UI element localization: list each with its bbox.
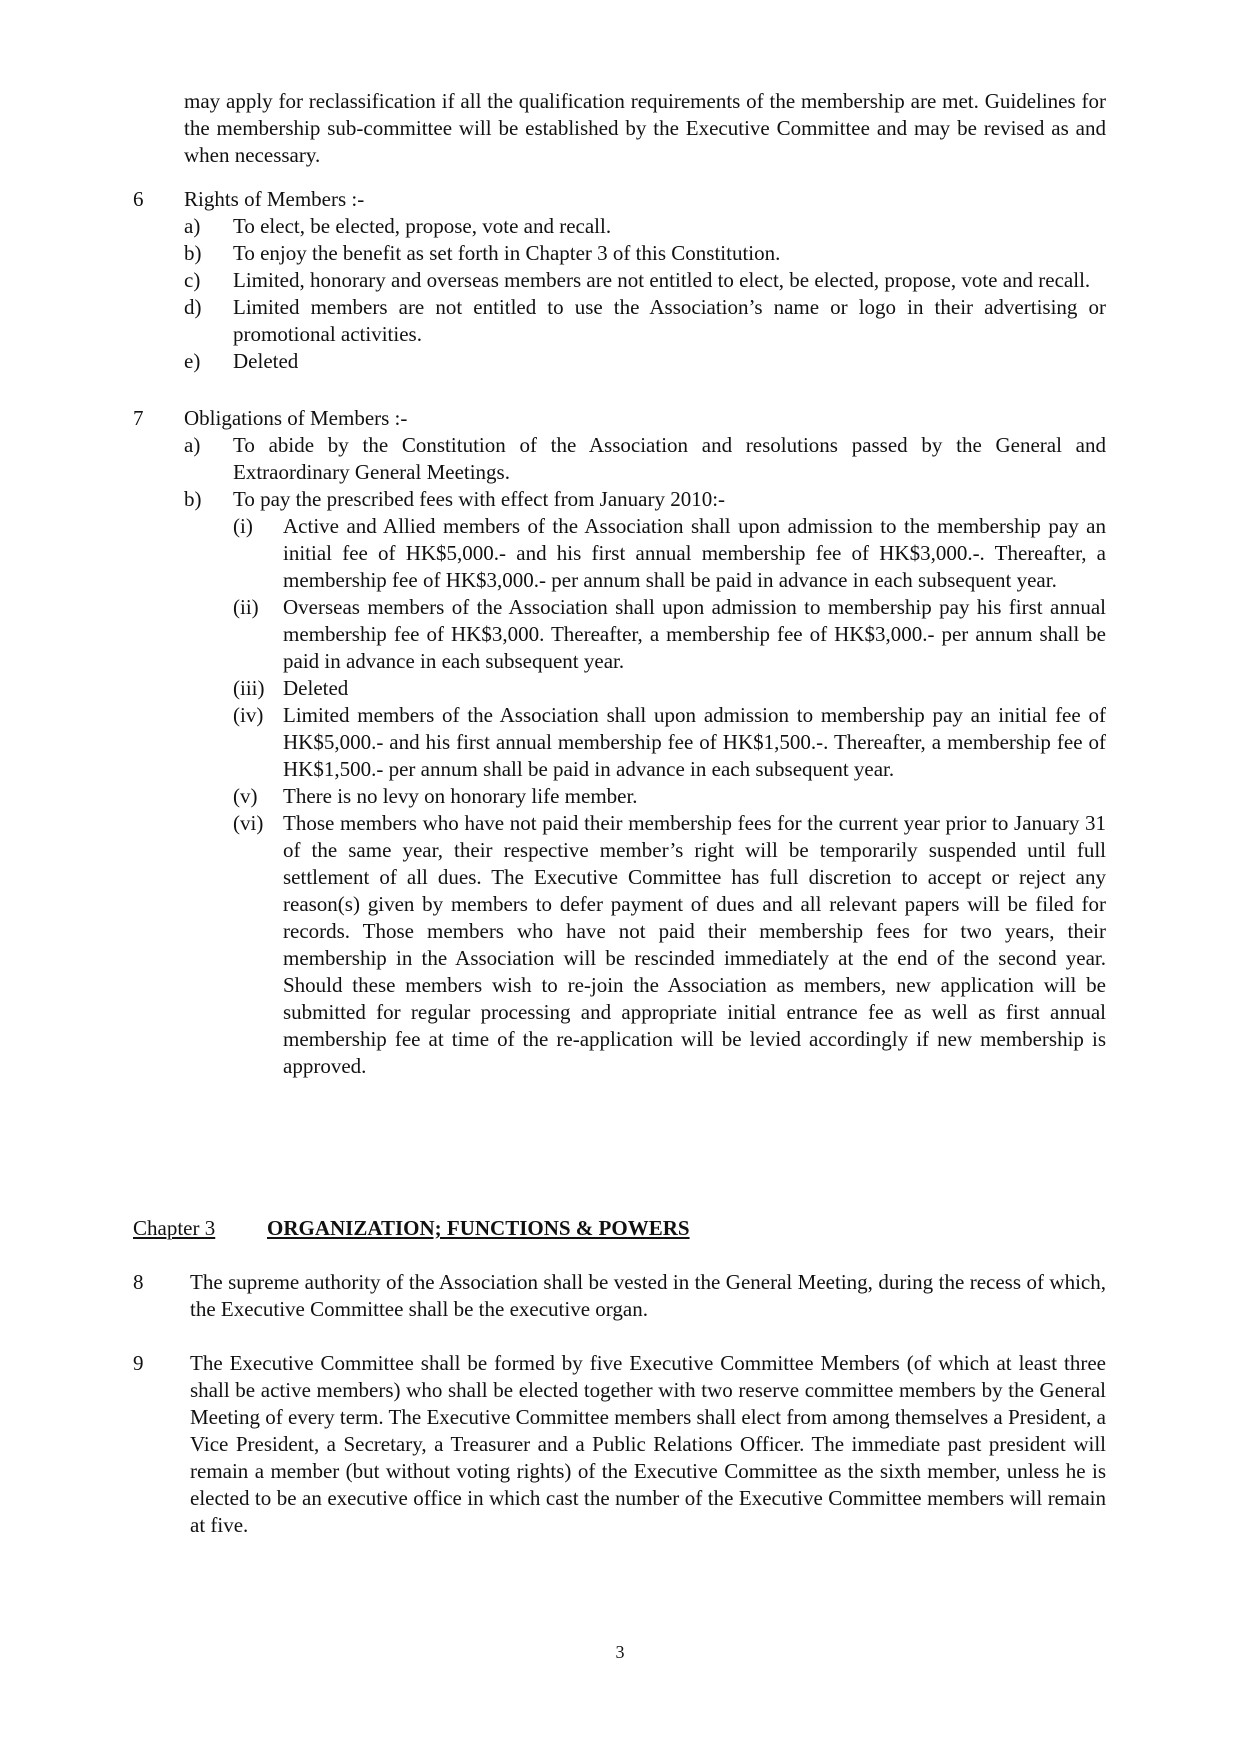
section-7 [133,405,1106,1080]
sub-list-item: (iv) Limited members of the Association shall upon admission to membership pay an initial fee of HK$5,000.- and his first annual membership fee of HK$1,500.-. Thereafter, a membership fee of HK$1,500.- per annum shall be paid in advance in each subsequent year. [233,703,1106,781]
section-6 [133,186,1106,375]
section-heading: Rights of Members :- [184,187,365,211]
intro-paragraph: may apply for reclassification if all the qualification requirements of the membership are met. Guidelines for the membership sub-committee will be established by the Executive Committee and may be revised as and when necessary. [184,89,1106,167]
list-item: a) To elect, be elected, propose, vote and recall. [184,214,612,238]
chapter-title: ORGANIZATION; FUNCTIONS & POWERS [267,1216,690,1240]
list-item: d) Limited members are not entitled to use the Association’s name or logo in their advertising or promotional activities. [184,295,1106,346]
section-text: The supreme authority of the Association shall be vested in the General Meeting, during the recess of which, the Executive Committee shall be the executive organ. [190,1270,1106,1321]
list-item: e) Deleted [184,349,299,373]
list-item: b) To enjoy the benefit as set forth in Chapter 3 of this Constitution. [184,241,781,265]
section-6-heading-row [133,186,1106,213]
list-item: a) To abide by the Constitution of the Association and resolutions passed by the General and Extraordinary General Meetings. [184,433,1106,484]
section-9 [133,1350,1106,1539]
list-item: b) To pay the prescribed fees with effect from January 2010:- [184,487,726,511]
chapter-heading [133,1215,1106,1242]
sub-list-item: (iii) Deleted [233,676,349,700]
sub-list-item: (i) Active and Allied members of the Association shall upon admission to the membership pay an initial fee of HK$5,000.- and his first annual membership fee of HK$3,000.-. Thereafter, a membership fee of HK$3,000.- per annum shall be paid in advance in each subsequent year. [233,514,1106,592]
list-item: c) Limited, honorary and overseas members are not entitled to elect, be elected, propose, vote and recall. [184,268,1091,292]
sub-list-item: (v) There is no levy on honorary life member. [233,784,638,808]
section-number: 8 [133,1270,144,1294]
section-number: 6 [133,187,144,211]
section-text: The Executive Committee shall be formed by five Executive Committee Members (of which at least three shall be active members) who shall be elected together with two reserve committee members by the General Meeting of every term. The Executive Committee members shall elect from among themselves a President, a Vice President, a Secretary, a Treasurer and a Public Relations Officer. The immediate past president will remain a member (but without voting rights) of the Executive Committee as the sixth member, unless he is elected to be an executive office in which cast the number of the Executive Committee members will remain at five. [190,1351,1106,1537]
page-number: 3 [615,1642,625,1662]
sub-list-item: (vi) Those members who have not paid their membership fees for the current year prior to January 31 of the same year, their respective member’s right will be temporarily suspended until full settlement of all dues. The Executive Committee has full discretion to accept or reject any reason(s) given by members to defer payment of dues and all relevant papers will be filed for records. Those members who have not paid their membership fees for two years, their membership in the Association will be rescinded immediately at the end of the second year. Should these members wish to re-join the Association as members, new application will be submitted for regular processing and appropriate initial entrance fee as well as first annual membership fee at time of the re-application will be levied accordingly if new membership is approved. [233,811,1106,1078]
section-number: 9 [133,1351,144,1375]
section-8 [133,1269,1106,1323]
section-heading: Obligations of Members :- [184,406,408,430]
section-7-heading-row [133,405,1106,432]
chapter-label: Chapter 3 [133,1216,216,1240]
sub-list-item: (ii) Overseas members of the Association shall upon admission to membership pay his first annual membership fee of HK$3,000. Thereafter, a membership fee of HK$3,000.- per annum shall be paid in advance in each subsequent year. [233,595,1106,673]
section-number: 7 [133,406,144,430]
